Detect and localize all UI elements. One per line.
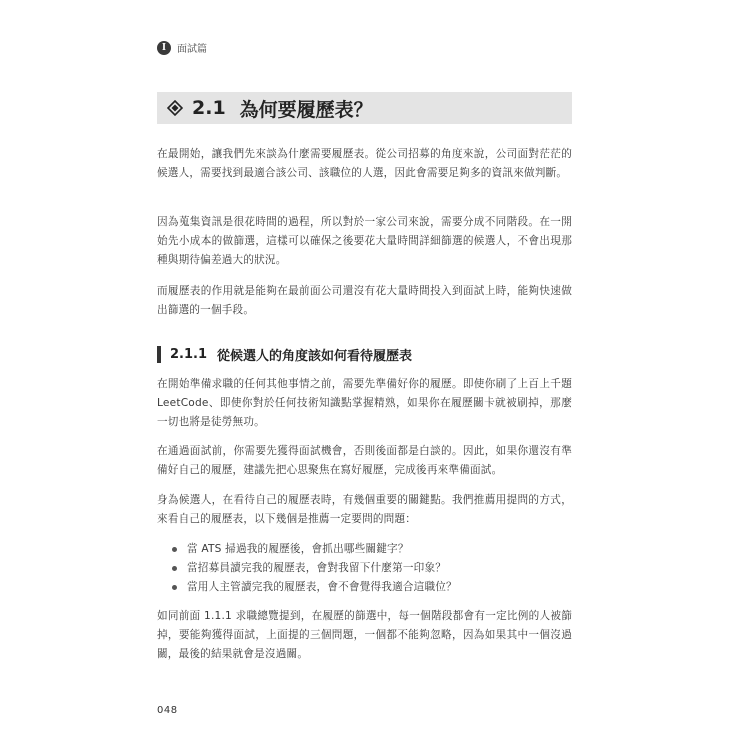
diamond-icon — [167, 100, 183, 116]
list-item-text: 當招募員讀完我的履歷表，會對我留下什麼第一印象？ — [187, 562, 447, 574]
intro-paragraph-2: 因為蒐集資訊是很花時間的過程，所以對於一家公司來說，需要分成不同階段。在一開始先小成本的做篩選，這樣可以確保之後要花大量時間詳細篩選的候選人，不會出現那種與期待偏差過大的狀況。 — [157, 216, 572, 266]
part-title: 面試篇 — [177, 44, 207, 55]
intro-paragraph-1: 在最開始，讓我們先來談為什麼需要履歷表。從公司招募的角度來說，公司面對茫茫的候選人，需要找到最適合該公司、該職位的人選，因此會需要足夠多的資訊來做判斷。 — [157, 148, 572, 179]
list-item-text: 當用人主管讀完我的履歷表，會不會覺得我適合這職位？ — [187, 581, 457, 593]
heading-marker-bar — [157, 346, 161, 363]
subsection-number: 2.1.1 — [170, 347, 208, 362]
running-header — [157, 40, 207, 55]
part-badge: I — [157, 41, 171, 55]
body-paragraph-3: 身為候選人，在看待自己的履歷表時，有幾個重要的關鍵點。我們推薦用提問的方式，來看自己的履歷表，以下幾個是推薦一定要問的問題： — [157, 494, 572, 525]
body-paragraph-1: 在開始準備求職的任何其他事情之前，需要先準備好你的履歷。即使你刷了上百上千題 LeetCode、即使你對於任何技術知識點掌握精熟，如果你在履歷關卡就被刷掉，那麼一切也將是徒勞無功。 — [157, 378, 572, 428]
intro-paragraph-3: 而履歷表的作用就是能夠在最前面公司還沒有花大量時間投入到面試上時，能夠快速做出篩選的一個手段。 — [157, 285, 572, 316]
list-item-text: 當 ATS 掃過我的履歷後，會抓出哪些關鍵字？ — [187, 543, 409, 555]
list-item — [172, 578, 572, 597]
list-item — [172, 559, 572, 578]
list-item — [172, 540, 572, 559]
bullet-icon — [172, 585, 177, 590]
body-paragraph-2: 在通過面試前，你需要先獲得面試機會，否則後面都是白談的。因此，如果你還沒有準備好自己的履歷，建議先把心思聚焦在寫好履歷，完成後再來準備面試。 — [157, 445, 572, 476]
subsection-title: 從候選人的角度該如何看待履歷表 — [217, 349, 413, 364]
page-number: 048 — [157, 705, 178, 716]
section-heading — [157, 92, 572, 124]
subsection-heading — [157, 345, 412, 364]
closing-paragraph: 如同前面 1.1.1 求職總覽提到，在履歷的篩選中，每一個階段都會有一定比例的人被篩掉，要能夠獲得面試，上面提的三個問題，一個都不能夠忽略，因為如果其中一個沒過關，最後的結果就會是沒過關。 — [157, 610, 572, 660]
section-title: 為何要履歷表？ — [239, 98, 373, 121]
bullet-icon — [172, 547, 177, 552]
bullet-icon — [172, 566, 177, 571]
question-list — [172, 540, 572, 597]
section-number: 2.1 — [192, 97, 226, 119]
